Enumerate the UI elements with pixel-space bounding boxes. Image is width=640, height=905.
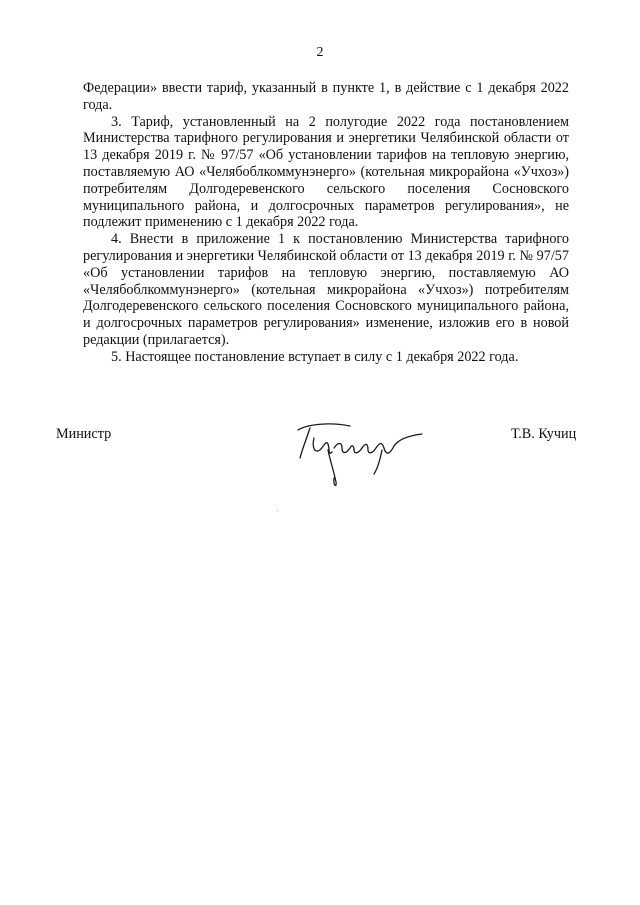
paragraph-item-5: 5. Настоящее постановление вступает в силу с 1 декабря 2022 года. — [111, 348, 519, 365]
page-number: 2 — [316, 45, 324, 60]
paragraph-continuation: Федерации» ввести тариф, указанный в пункте 1, в действие с 1 декабря 2022 года. — [83, 80, 569, 113]
scan-artifact — [277, 510, 278, 511]
paragraph-item-4: 4. Внести в приложение 1 к постановлению Министерства тарифного регулирования и энергетики Челябинской области от 13 декабря 2019 г. № 97/57 «Об установлении тарифов на тепловую энергию, поставляемую АО «Челябоблкоммунэнерго» (котельная микрорайона «Учхоз») потребителям Долгодеревенского сельского поселения Сосновского муниципального района, и долгосрочных параметров регулирования» изменение, изложив его в новой редакции (прилагается). — [83, 231, 569, 348]
paragraph-item-3: 3. Тариф, установленный на 2 полугодие 2022 года постановлением Министерства тарифного регулирования и энергетики Челябинской области от 13 декабря 2019 г. № 97/57 «Об установлении тарифов на тепловую энергию, поставляемую АО «Челябоблкоммунэнерго» (котельная микрорайона «Учхоз») потребителям Долгодеревенского сельского поселения Сосновского муниципального района, и долгосрочных параметров регулирования», не подлежит применению с 1 декабря 2022 года. — [83, 113, 569, 231]
signatory-title: Министр — [56, 426, 112, 442]
handwritten-signature-icon — [290, 420, 430, 495]
document-body — [83, 80, 569, 366]
signature-block — [0, 420, 640, 500]
signatory-name: Т.В. Кучиц — [511, 426, 577, 442]
